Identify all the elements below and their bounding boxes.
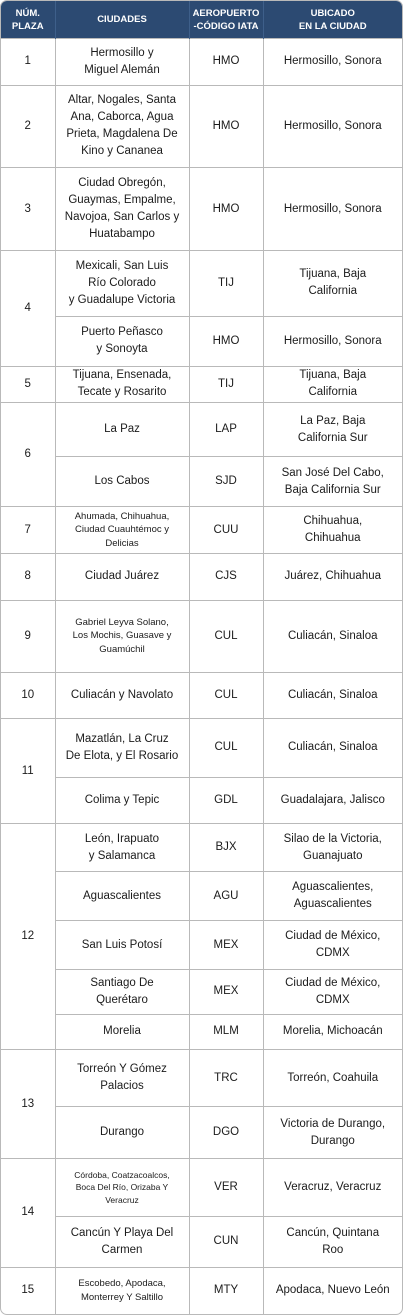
location-cell: Ciudad de México, CDMX (263, 970, 402, 1015)
iata-code-cell: CUL (189, 600, 263, 672)
table-row (1, 672, 402, 719)
plaza-number: 7 (1, 507, 55, 554)
iata-code-cell: BJX (189, 824, 263, 872)
iata-code-cell: HMO (189, 168, 263, 251)
location-cell: Victoria de Durango, Durango (263, 1107, 402, 1159)
cities-cell: Tijuana, Ensenada, Tecate y Rosarito (55, 366, 189, 402)
iata-code-cell: MEX (189, 970, 263, 1015)
table-row (1, 251, 402, 317)
iata-code-cell: GDL (189, 777, 263, 824)
location-cell: Morelia, Michoacán (263, 1014, 402, 1049)
table-row (1, 970, 402, 1015)
cities-cell: Torreón Y Gómez Palacios (55, 1050, 189, 1107)
location-cell: Hermosillo, Sonora (263, 85, 402, 167)
plaza-number: 3 (1, 168, 55, 251)
header-airport-iata: AEROPUERTO -CÓDIGO IATA (189, 1, 263, 39)
iata-code-cell: DGO (189, 1107, 263, 1159)
iata-code-cell: HMO (189, 85, 263, 167)
table-row (1, 1216, 402, 1267)
iata-code-cell: CUL (189, 719, 263, 777)
table-header (1, 1, 402, 39)
plaza-number: 10 (1, 672, 55, 719)
table-row (1, 600, 402, 672)
location-cell: Torreón, Coahuila (263, 1050, 402, 1107)
iata-code-cell: MTY (189, 1267, 263, 1314)
table-row (1, 366, 402, 402)
location-cell: Ciudad de México, CDMX (263, 921, 402, 970)
plaza-number: 15 (1, 1267, 55, 1314)
table-row (1, 921, 402, 970)
cities-cell: Córdoba, Coatzacoalcos, Boca Del Río, Orizaba Y Veracruz (55, 1159, 189, 1216)
cities-cell: Escobedo, Apodaca, Monterrey Y Saltillo (55, 1267, 189, 1314)
table-row (1, 1107, 402, 1159)
cities-cell: Mazatlán, La Cruz De Elota, y El Rosario (55, 719, 189, 777)
location-cell: Hermosillo, Sonora (263, 168, 402, 251)
iata-code-cell: MEX (189, 921, 263, 970)
cities-cell: Puerto Peñasco y Sonoyta (55, 316, 189, 366)
location-cell: San José Del Cabo, Baja California Sur (263, 457, 402, 507)
location-cell: La Paz, Baja California Sur (263, 403, 402, 457)
table-row (1, 553, 402, 600)
cities-cell: San Luis Potosí (55, 921, 189, 970)
iata-code-cell: LAP (189, 403, 263, 457)
location-cell: Culiacán, Sinaloa (263, 600, 402, 672)
cities-cell: Ciudad Juárez (55, 553, 189, 600)
table-row (1, 872, 402, 921)
location-cell: Veracruz, Veracruz (263, 1159, 402, 1216)
plaza-number: 1 (1, 39, 55, 86)
iata-code-cell: SJD (189, 457, 263, 507)
cities-cell: Ciudad Obregón, Guaymas, Empalme, Navojoa, San Carlos y Huatabampo (55, 168, 189, 251)
table-row (1, 1050, 402, 1107)
header-num-plaza: NÚM. PLAZA (1, 1, 55, 39)
plaza-number: 12 (1, 824, 55, 1050)
table-row (1, 39, 402, 86)
iata-code-cell: CJS (189, 553, 263, 600)
cities-cell: Santiago De Querétaro (55, 970, 189, 1015)
iata-code-cell: CUN (189, 1216, 263, 1267)
plaza-number: 5 (1, 366, 55, 402)
location-cell: Tijuana, Baja California (263, 251, 402, 317)
cities-cell: Culiacán y Navolato (55, 672, 189, 719)
cities-cell: Altar, Nogales, Santa Ana, Caborca, Agua Prieta, Magdalena De Kino y Cananea (55, 85, 189, 167)
cities-cell: Gabriel Leyva Solano, Los Mochis, Guasave y Guamúchil (55, 600, 189, 672)
location-cell: Tijuana, Baja California (263, 366, 402, 402)
cities-cell: La Paz (55, 403, 189, 457)
table-row (1, 507, 402, 554)
plaza-number: 13 (1, 1050, 55, 1159)
table-row (1, 824, 402, 872)
location-cell: Cancún, Quintana Roo (263, 1216, 402, 1267)
location-cell: Hermosillo, Sonora (263, 39, 402, 86)
plaza-number: 14 (1, 1159, 55, 1267)
table-row (1, 719, 402, 777)
location-cell: Hermosillo, Sonora (263, 316, 402, 366)
cities-cell: Ahumada, Chihuahua, Ciudad Cuauhtémoc y Delicias (55, 507, 189, 554)
cities-cell: Morelia (55, 1014, 189, 1049)
iata-code-cell: VER (189, 1159, 263, 1216)
cities-cell: Los Cabos (55, 457, 189, 507)
header-cities: CIUDADES (55, 1, 189, 39)
iata-code-cell: TRC (189, 1050, 263, 1107)
plaza-number: 2 (1, 85, 55, 167)
iata-code-cell: TIJ (189, 251, 263, 317)
plaza-number: 6 (1, 403, 55, 507)
iata-code-cell: TIJ (189, 366, 263, 402)
plaza-number: 11 (1, 719, 55, 824)
location-cell: Silao de la Victoria, Guanajuato (263, 824, 402, 872)
table-row (1, 457, 402, 507)
location-cell: Culiacán, Sinaloa (263, 719, 402, 777)
table-body (1, 39, 402, 1315)
cities-cell: Mexicali, San Luis Río Colorado y Guadalupe Victoria (55, 251, 189, 317)
cities-cell: Durango (55, 1107, 189, 1159)
location-cell: Juárez, Chihuahua (263, 553, 402, 600)
plaza-number: 9 (1, 600, 55, 672)
iata-code-cell: AGU (189, 872, 263, 921)
plaza-number: 4 (1, 251, 55, 366)
iata-code-cell: CUU (189, 507, 263, 554)
header-location: UBICADO EN LA CIUDAD (263, 1, 402, 39)
table-row (1, 316, 402, 366)
table-row (1, 1159, 402, 1216)
table-row (1, 777, 402, 824)
cities-cell: Hermosillo y Miguel Alemán (55, 39, 189, 86)
cities-cell: Colima y Tepic (55, 777, 189, 824)
location-cell: Chihuahua, Chihuahua (263, 507, 402, 554)
iata-code-cell: HMO (189, 39, 263, 86)
table-row (1, 168, 402, 251)
table-row (1, 1267, 402, 1314)
cities-cell: Aguascalientes (55, 872, 189, 921)
iata-code-cell: HMO (189, 316, 263, 366)
table-row (1, 1014, 402, 1049)
location-cell: Culiacán, Sinaloa (263, 672, 402, 719)
table-row (1, 403, 402, 457)
airports-table (1, 1, 402, 1314)
table-row (1, 85, 402, 167)
location-cell: Apodaca, Nuevo León (263, 1267, 402, 1314)
location-cell: Aguascalientes, Aguascalientes (263, 872, 402, 921)
cities-cell: Cancún Y Playa Del Carmen (55, 1216, 189, 1267)
cities-cell: León, Irapuato y Salamanca (55, 824, 189, 872)
plaza-number: 8 (1, 553, 55, 600)
iata-code-cell: CUL (189, 672, 263, 719)
iata-code-cell: MLM (189, 1014, 263, 1049)
location-cell: Guadalajara, Jalisco (263, 777, 402, 824)
